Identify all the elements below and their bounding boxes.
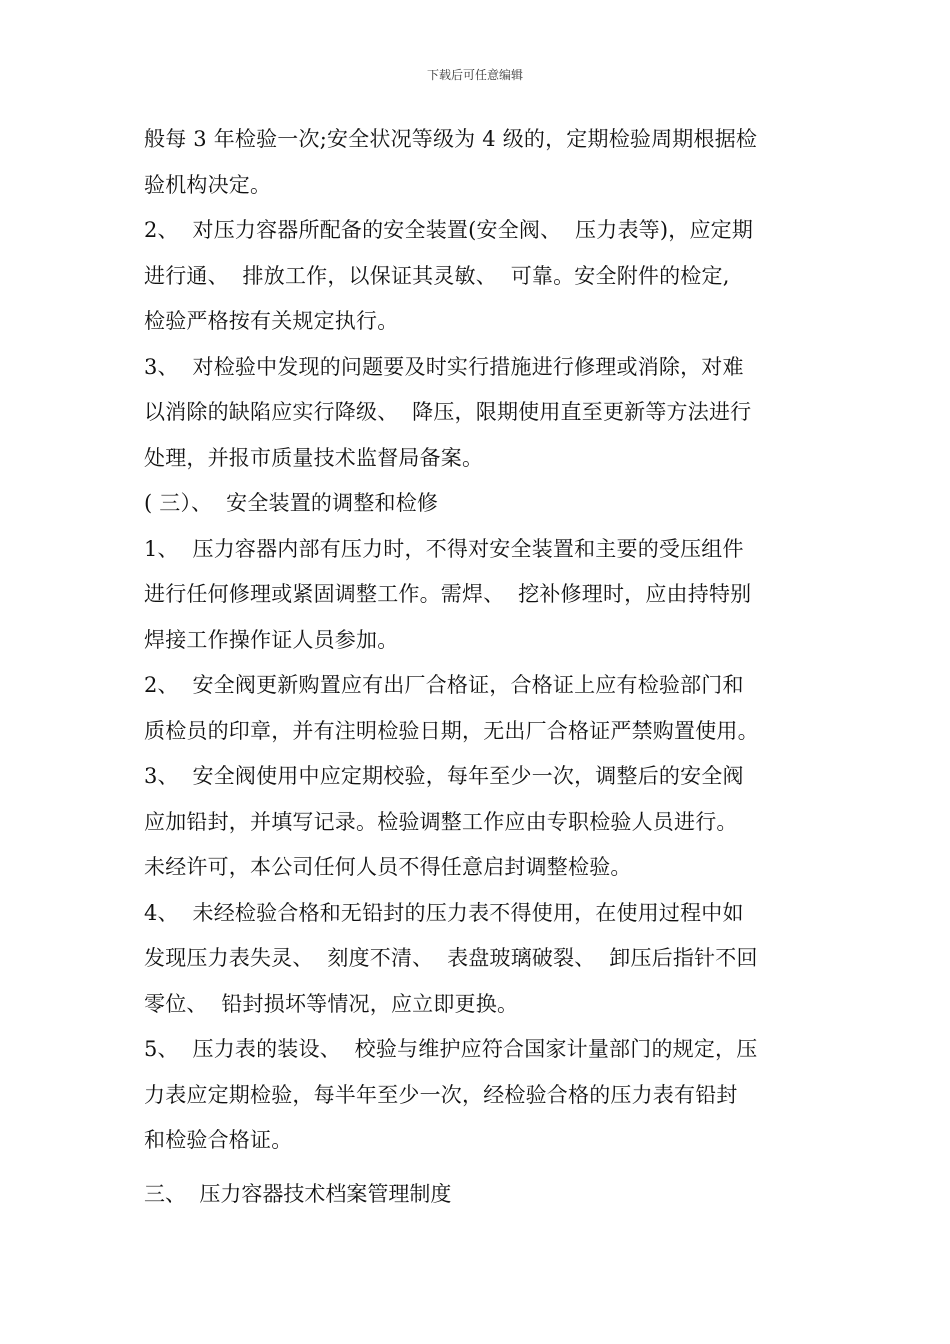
- paragraph-line: 4、 未经检验合格和无铅封的压力表不得使用，在使用过程中如: [144, 900, 744, 925]
- paragraph-line: 验机构决定。: [144, 172, 272, 197]
- paragraph-line: 质检员的印章，并有注明检验日期，无出厂合格证严禁购置使用。: [144, 718, 759, 743]
- paragraph-line: 检验严格按有关规定执行。: [144, 309, 399, 333]
- paragraph-line: 进行通、 排放工作，以保证其灵敏、 可靠。安全附件的检定,: [144, 263, 730, 288]
- paragraph-line: 焊接工作操作证人员参加。: [144, 627, 399, 652]
- paragraph-line: 未经许可，本公司任何人员不得任意启封调整检验。: [144, 855, 632, 879]
- page-header-note: 下载后可任意编辑: [426, 68, 523, 82]
- paragraph-line: 2、 对压力容器所配备的安全装置(安全阀、 压力表等)，应定期: [144, 218, 754, 242]
- paragraph-line: 1、 压力容器内部有压力时，不得对安全装置和主要的受压组件: [144, 536, 744, 561]
- paragraph-line: 3、 对检验中发现的问题要及时实行措施进行修理或消除，对难: [144, 354, 744, 379]
- document-body: [144, 117, 824, 1164]
- paragraph-line: 般每 3 年检验一次;安全状况等级为 4 级的，定期检验周期根据检: [144, 127, 758, 151]
- subsection-heading: ( 三）、 安全装置的调整和检修: [144, 491, 439, 515]
- paragraph-line: 5、 压力表的装设、 校验与维护应符合国家计量部门的规定，压: [144, 1037, 758, 1061]
- paragraph-line: 和检验合格证。: [144, 1128, 293, 1152]
- paragraph-line: 力表应定期检验，每半年至少一次，经检验合格的压力表有铅封: [144, 1082, 738, 1107]
- paragraph-line: 3、 安全阀使用中应定期校验，每年至少一次，调整后的安全阀: [144, 764, 744, 788]
- paragraph-line: 2、 安全阀更新购置应有出厂合格证，合格证上应有检验部门和: [144, 673, 744, 697]
- paragraph-line: 以消除的缺陷应实行降级、 降压，限期使用直至更新等方法进行: [144, 400, 752, 424]
- paragraph-line: 发现压力表失灵、 刻度不清、 表盘玻璃破裂、 卸压后指针不回: [144, 946, 758, 970]
- section-heading: 三、 压力容器技术档案管理制度: [144, 1182, 452, 1206]
- paragraph-line: 进行任何修理或紧固调整工作。需焊、 挖补修理时，应由持特别: [144, 582, 752, 606]
- paragraph-line: 应加铅封，并填写记录。检验调整工作应由专职检验人员进行。: [144, 809, 738, 834]
- paragraph-line: 处理，并报市质量技术监督局备案。: [144, 445, 484, 470]
- paragraph-line: 零位、 铅封损坏等情况，应立即更换。: [144, 991, 519, 1016]
